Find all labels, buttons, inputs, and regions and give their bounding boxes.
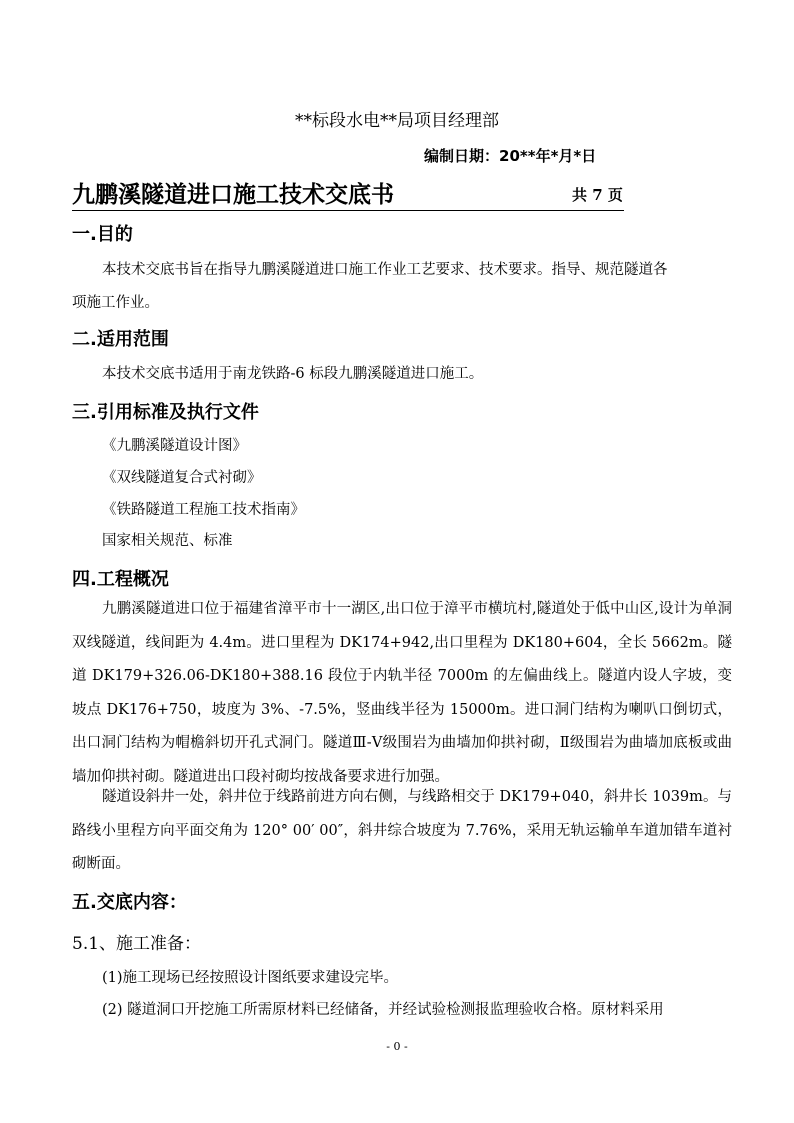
preparation-item-1: (1)施工现场已经按照设计图纸要求建设完毕。: [102, 970, 399, 986]
overview-paragraph-1: 九鹏溪隧道进口位于福建省漳平市十一湖区,出口位于漳平市横坑村,隧道处于低中山区,设计为单洞双线隧道，线间距为 4.4m。进口里程为 DK174+942,出口里程为 DK180+604，全长 5662m。隧道 DK179+326.06-DK180+388.16 段位于内轨半径 7000m 的左偏曲线上。隧道内设人字坡，变坡点 DK176+750，坡度为 3%、-7.5%，竖曲线半径为 15000m。进口洞门结构为喇叭口倒切式，出口洞门结构为帽檐斜切开孔式洞门。隧道Ⅲ-Ⅴ级围岩为曲墙加仰拱衬砌，Ⅱ级围岩为曲墙加底板或曲墙加仰拱衬砌。隧道进出口段衬砌均按战备要求进行加强。: [72, 601, 732, 785]
subsection-5-1-heading: 5.1、施工准备：: [72, 934, 202, 954]
reference-item: 《铁路隧道工程施工技术指南》: [102, 502, 305, 518]
section-1-heading: 一.目的: [72, 224, 133, 245]
reference-item: 《九鹏溪隧道设计图》: [102, 438, 247, 454]
title-underline: [72, 210, 624, 211]
section-1-line-1: 本技术交底书旨在指导九鹏溪隧道进口施工作业工艺要求、技术要求。指导、规范隧道各: [102, 262, 668, 278]
overview-paragraph-2: 隧道设斜井一处，斜井位于线路前进方向右侧，与线路相交于 DK179+040，斜井长 1039m。与路线小里程方向平面交角为 120° 00′ 00″，斜井综合坡度为 7.76%，采用无轨运输单车道加错车道衬砌断面。: [72, 789, 732, 872]
compile-date: 编制日期：20**年*月*日: [424, 147, 597, 165]
reference-item: 国家相关规范、标准: [102, 533, 233, 549]
section-3-heading: 三.引用标准及执行文件: [72, 402, 259, 423]
document-title: 九鹏溪隧道进口施工技术交底书: [72, 181, 394, 208]
organization-header: **标段水电**局项目经理部: [295, 111, 499, 131]
preparation-item-2: (2) 隧道洞口开挖施工所需原材料已经储备，并经试验检测报监理验收合格。原材料采用: [102, 1002, 664, 1018]
section-2-heading: 二.适用范围: [72, 329, 169, 350]
page-number: - 0 -: [386, 1040, 408, 1053]
reference-item: 《双线隧道复合式衬砌》: [102, 470, 262, 486]
page-count: 共 7 页: [572, 186, 623, 204]
section-1-line-2: 项施工作业。: [72, 295, 159, 311]
section-2-line-1: 本技术交底书适用于南龙铁路-6 标段九鹏溪隧道进口施工。: [102, 366, 484, 382]
section-5-heading: 五.交底内容：: [72, 892, 187, 913]
section-4-heading: 四.工程概况: [72, 569, 169, 590]
